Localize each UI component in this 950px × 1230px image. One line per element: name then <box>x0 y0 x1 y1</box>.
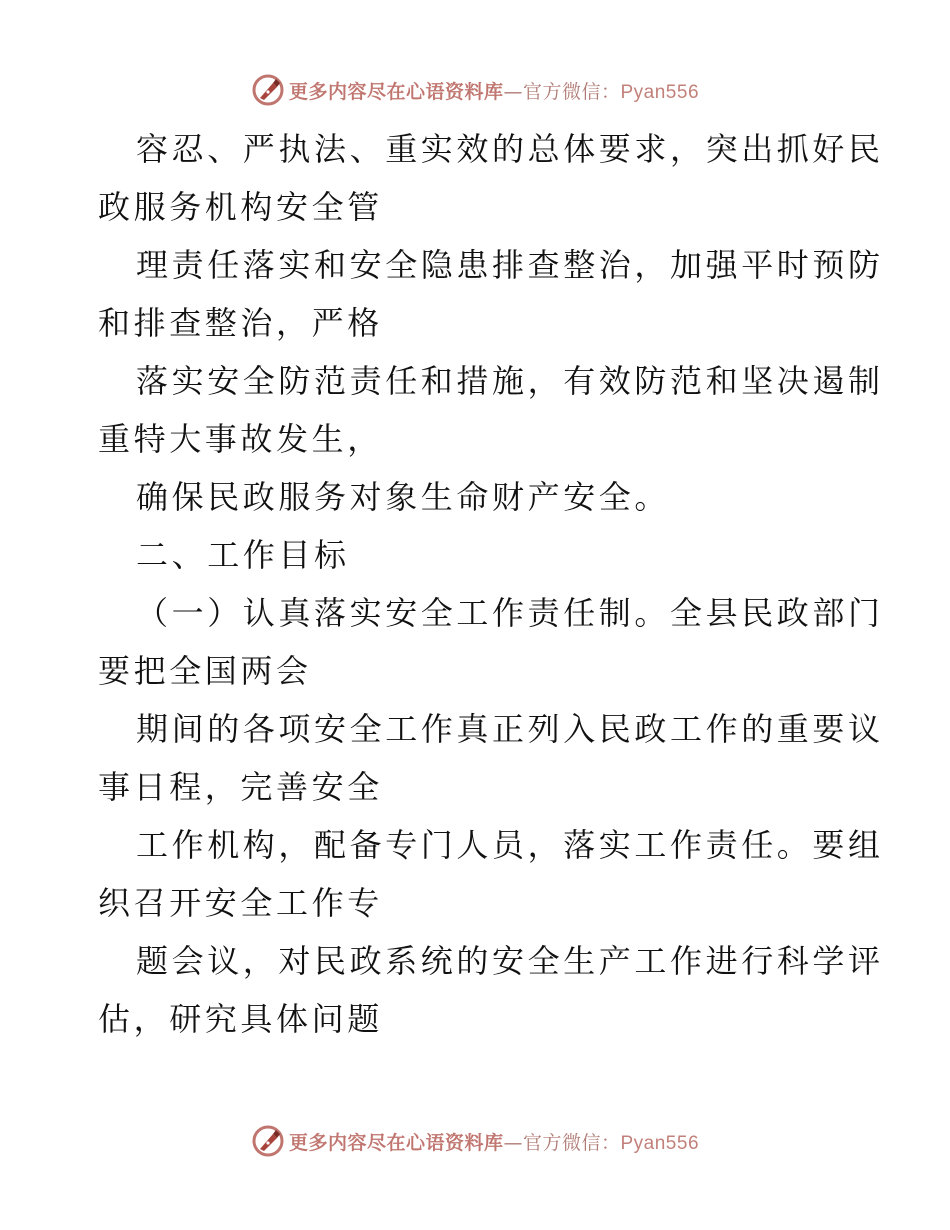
text-line: 确保民政服务对象生命财产安全。 <box>136 478 671 516</box>
header-banner-title: 更多内容尽在心语资料库 <box>288 80 504 103</box>
text-line: 估，研究具体问题 <box>98 1000 383 1038</box>
text-line: 和排查整治，严格 <box>98 304 383 342</box>
footer-banner-wechat-id: Pyan556 <box>620 1132 700 1154</box>
pen-nib-logo-icon <box>251 73 285 107</box>
footer-banner-title: 更多内容尽在心语资料库 <box>288 1131 504 1154</box>
text-line: 落实安全防范责任和措施，有效防范和坚决遏制 <box>136 362 884 400</box>
text-line: （一）认真落实安全工作责任制。全县民政部门 <box>136 594 884 632</box>
pen-nib-logo-icon <box>251 1124 285 1158</box>
text-line: 期间的各项安全工作真正列入民政工作的重要议 <box>136 710 884 748</box>
section-heading: 二、工作目标 <box>136 536 350 574</box>
header-banner-dash: — <box>503 80 523 103</box>
text-line: 织召开安全工作专 <box>98 884 383 922</box>
document-body <box>98 120 884 1048</box>
footer-banner-wechat-label: 官方微信： <box>522 1131 621 1154</box>
header-banner <box>0 70 950 110</box>
text-line: 要把全国两会 <box>98 652 312 690</box>
footer-banner <box>0 1121 950 1161</box>
footer-banner-text <box>289 1128 699 1155</box>
text-line: 理责任落实和安全隐患排查整治，加强平时预防 <box>136 246 884 284</box>
text-line: 工作机构，配备专门人员，落实工作责任。要组 <box>136 826 884 864</box>
header-banner-text <box>289 77 699 104</box>
footer-banner-dash: — <box>503 1131 523 1154</box>
text-line: 重特大事故发生， <box>98 420 383 458</box>
text-line: 事日程，完善安全 <box>98 768 383 806</box>
text-line: 题会议，对民政系统的安全生产工作进行科学评 <box>136 942 884 980</box>
text-line: 容忍、严执法、重实效的总体要求，突出抓好民 <box>136 130 884 168</box>
header-banner-wechat-id: Pyan556 <box>620 81 700 103</box>
text-line: 政服务机构安全管 <box>98 188 383 226</box>
header-banner-wechat-label: 官方微信： <box>522 80 621 103</box>
